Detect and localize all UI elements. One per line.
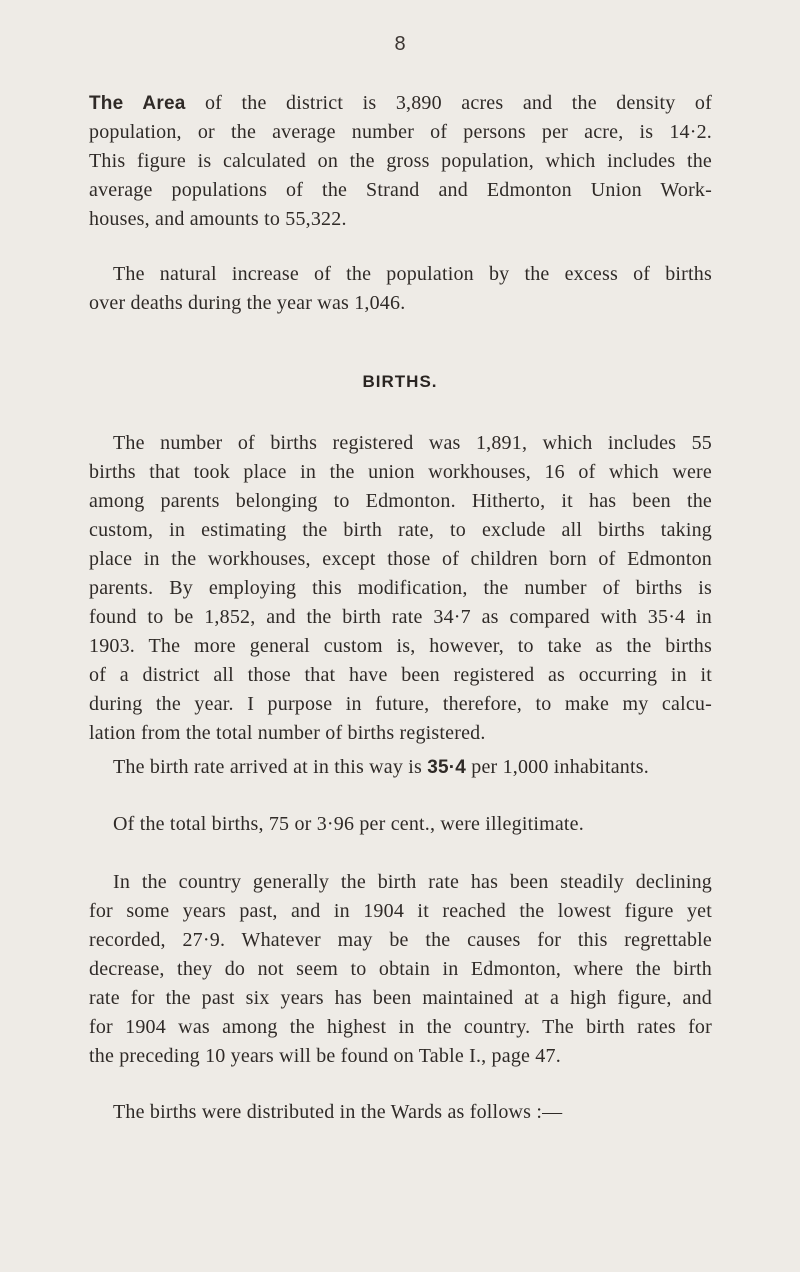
paragraph-natural-increase [89,260,712,318]
birth-rate-text-after: per 1,000 inhabitants. [466,756,649,778]
paragraph-line: This figure is calculated on the gross population, which includes the [89,150,712,172]
paragraph-country-birth-rate [89,868,712,1071]
paragraph-line: population, or the average number of persons per acre, is 14·2. [89,121,712,143]
paragraph-line: parents. By employing this modification, the number of births is [89,577,712,599]
paragraph-line: custom, in estimating the birth rate, to exclude all births taking [89,519,712,541]
paragraph-line: rate for the past six years has been maintained at a high figure, and [89,987,712,1009]
paragraph-line: among parents belonging to Edmonton. Hitherto, it has been the [89,490,712,512]
paragraph-illegitimate [89,810,712,839]
paragraph-line [89,89,712,118]
paragraph-line: decrease, they do not seem to obtain in Edmonton, where the birth [89,958,712,980]
paragraph-line: average populations of the Strand and Edmonton Union Work- [89,179,712,201]
paragraph-line: The number of births registered was 1,891, which includes 55 [113,432,712,454]
paragraph-line-text: of the district is 3,890 acres and the density of [185,92,712,114]
paragraph-line: houses, and amounts to 55,322. [89,208,347,230]
paragraph-line: during the year. I purpose in future, therefore, to make my calcu- [89,693,712,715]
birth-rate-value: 35·4 [427,757,467,778]
lead-heading-area: The Area [89,93,186,114]
paragraph-line: births that took place in the union workhouses, 16 of which were [89,461,712,483]
paragraph-line: for 1904 was among the highest in the country. The birth rates for [89,1016,712,1038]
paragraph-wards-intro [89,1098,712,1127]
paragraph-line: The natural increase of the population by the excess of births [113,263,712,285]
paragraph-line: for some years past, and in 1904 it reached the lowest figure yet [89,900,712,922]
paragraph-line: over deaths during the year was 1,046. [89,292,406,314]
paragraph-line: In the country generally the birth rate has been steadily declining [113,871,712,893]
paragraph-birth-rate [89,753,712,782]
paragraph-line: recorded, 27·9. Whatever may be the causes for this regrettable [89,929,712,951]
paragraph-line: place in the workhouses, except those of children born of Edmonton [89,548,712,570]
paragraph-line: found to be 1,852, and the birth rate 34·7 as compared with 35·4 in [89,606,712,628]
paragraph-line: Of the total births, 75 or 3·96 per cent., were illegitimate. [113,813,584,835]
page-number: 8 [394,33,406,55]
section-heading-births: BIRTHS. [362,372,438,391]
paragraph-area [89,89,712,234]
birth-rate-text-before: The birth rate arrived at in this way is [113,756,428,778]
paragraph-line: the preceding 10 years will be found on Table I., page 47. [89,1045,561,1067]
paragraph-line: of a district all those that have been registered as occurring in it [89,664,712,686]
paragraph-births-registered [89,429,712,748]
paragraph-line [89,753,712,782]
paragraph-line: The births were distributed in the Wards as follows :— [113,1101,563,1123]
paragraph-line: 1903. The more general custom is, however, to take as the births [89,635,712,657]
paragraph-line: lation from the total number of births registered. [89,722,486,744]
